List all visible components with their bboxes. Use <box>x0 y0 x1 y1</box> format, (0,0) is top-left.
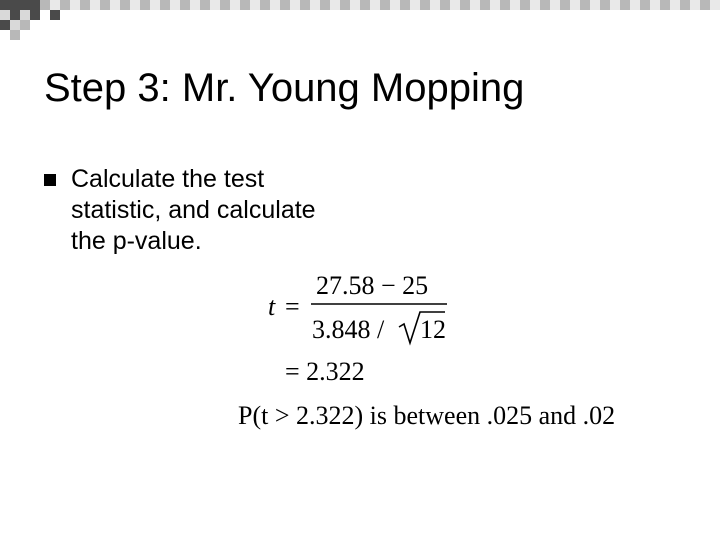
bullet-line-2: statistic, and calculate <box>71 196 316 224</box>
equation-denominator: 3.848 / <box>312 315 385 344</box>
equation-t-variable: t <box>268 292 276 321</box>
equation-result: = 2.322 <box>285 357 365 386</box>
bullet-line-3: the p-value. <box>71 227 202 255</box>
sqrt-radicand: 12 <box>420 315 446 344</box>
bullet-line-1: Calculate the test <box>71 165 265 193</box>
slide-title: Step 3: Mr. Young Mopping <box>44 66 525 110</box>
p-value-statement: P(t > 2.322) is between .025 and .02 <box>238 401 616 430</box>
equation-equals-sign: = <box>285 292 300 321</box>
equation-numerator: 27.58 − 25 <box>316 271 429 300</box>
